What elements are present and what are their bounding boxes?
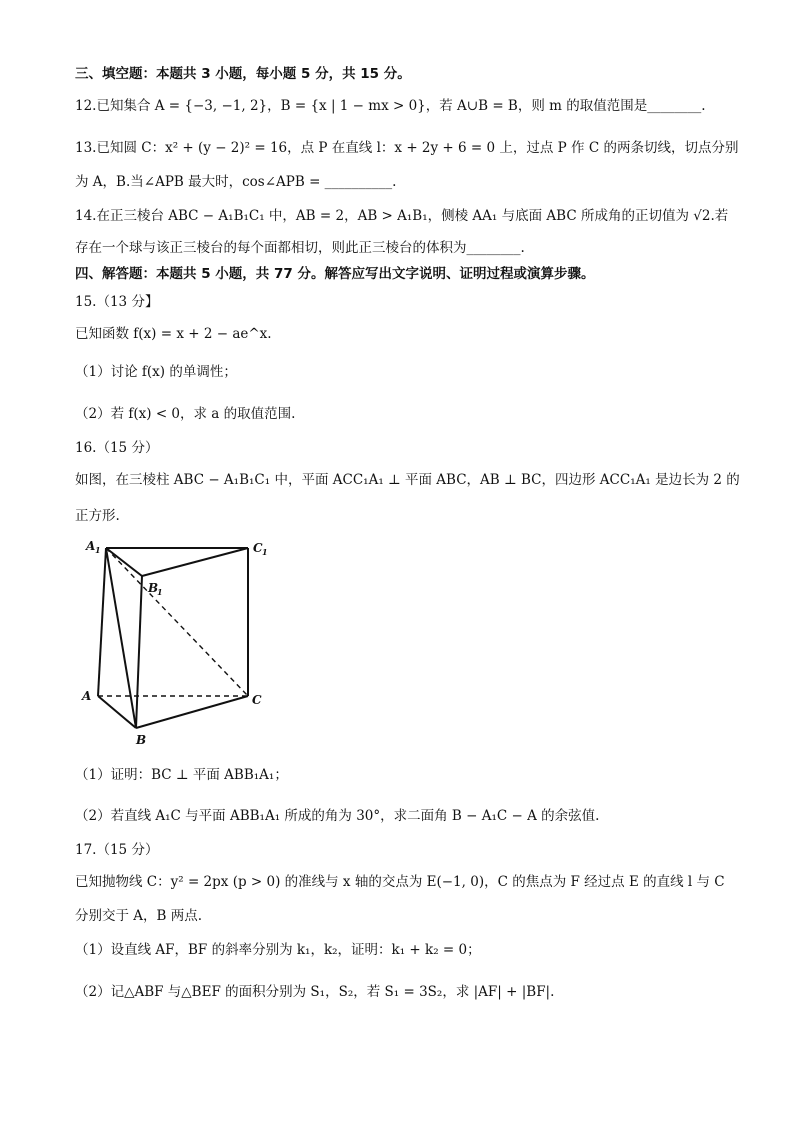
label-c1-sub: 1 (262, 547, 268, 557)
question-15-part1: （1）讨论 f(x) 的单调性； (75, 364, 237, 380)
question-14-line1: 14.在正三棱台 ABC − A₁B₁C₁ 中，AB = 2，AB > A₁B₁，侧棱 AA₁ 与底面 ABC 所成角的正切值为 √2.若 (75, 208, 729, 224)
question-16-stem-line2: 正方形. (75, 508, 120, 524)
edge-a1b1 (106, 548, 142, 576)
question-17-part2: （2）记△ABF 与△BEF 的面积分别为 S₁，S₂，若 S₁ = 3S₂，求 |AF| + |BF|. (75, 984, 555, 1000)
question-15-stem: 已知函数 f(x) = x + 2 − ae^x. (75, 326, 272, 342)
question-14-line2: 存在一个球与该正三棱台的每个面都相切，则此正三棱台的体积为________. (75, 240, 525, 256)
question-16-header: 16.（15 分） (75, 440, 159, 456)
section3-heading: 三、填空题：本题共 3 小题，每小题 5 分，共 15 分。 (75, 66, 411, 82)
edge-bc (136, 696, 248, 728)
edge-ab (98, 696, 136, 728)
question-17-stem-line1: 已知抛物线 C：y² = 2px (p > 0) 的准线与 x 轴的交点为 E(−1, 0)，C 的焦点为 F 经过点 E 的直线 l 与 C (75, 874, 725, 890)
question-17-header: 17.（15 分） (75, 842, 159, 858)
question-13-line2: 为 A，B.当∠APB 最大时，cos∠APB = __________. (75, 174, 397, 190)
label-a1-sub: 1 (95, 545, 101, 555)
question-12: 12.已知集合 A = {−3, −1, 2}，B = {x | 1 − mx > 0}，若 A∪B = B，则 m 的取值范围是________. (75, 98, 706, 114)
question-16-stem-line1: 如图，在三棱柱 ABC − A₁B₁C₁ 中，平面 ACC₁A₁ ⊥ 平面 ABC，AB ⊥ BC，四边形 ACC₁A₁ 是边长为 2 的 (75, 472, 740, 488)
label-a1: A (86, 539, 96, 553)
question-15-header: 15.（13 分】 (75, 294, 159, 310)
question-13-line1: 13.已知圆 C：x² + (y − 2)² = 16，点 P 在直线 l：x + 2y + 6 = 0 上，过点 P 作 C 的两条切线，切点分别 (75, 140, 739, 156)
label-c: C (252, 693, 262, 707)
label-c1: C (253, 541, 263, 555)
question-15-part2: （2）若 f(x) < 0，求 a 的取值范围. (75, 406, 296, 422)
label-b: B (136, 733, 147, 747)
edge-b1c1 (142, 548, 248, 576)
question-17-part1: （1）设直线 AF，BF 的斜率分别为 k₁，k₂，证明：k₁ + k₂ = 0； (75, 942, 481, 958)
edge-a1a (98, 548, 106, 696)
label-a: A (82, 689, 92, 703)
edge-b1b (136, 576, 142, 728)
section4-heading: 四、解答题：本题共 5 小题，共 77 分。解答应写出文字说明、证明过程或演算步骤。 (75, 266, 595, 282)
prism-figure (70, 532, 290, 754)
question-16-part1: （1）证明：BC ⊥ 平面 ABB₁A₁； (75, 767, 288, 783)
question-16-part2: （2）若直线 A₁C 与平面 ABB₁A₁ 所成的角为 30°，求二面角 B − A₁C − A 的余弦值. (75, 808, 600, 824)
question-17-stem-line2: 分别交于 A，B 两点. (75, 908, 203, 924)
label-b1-sub: 1 (157, 587, 163, 597)
label-b1: B (148, 581, 159, 595)
